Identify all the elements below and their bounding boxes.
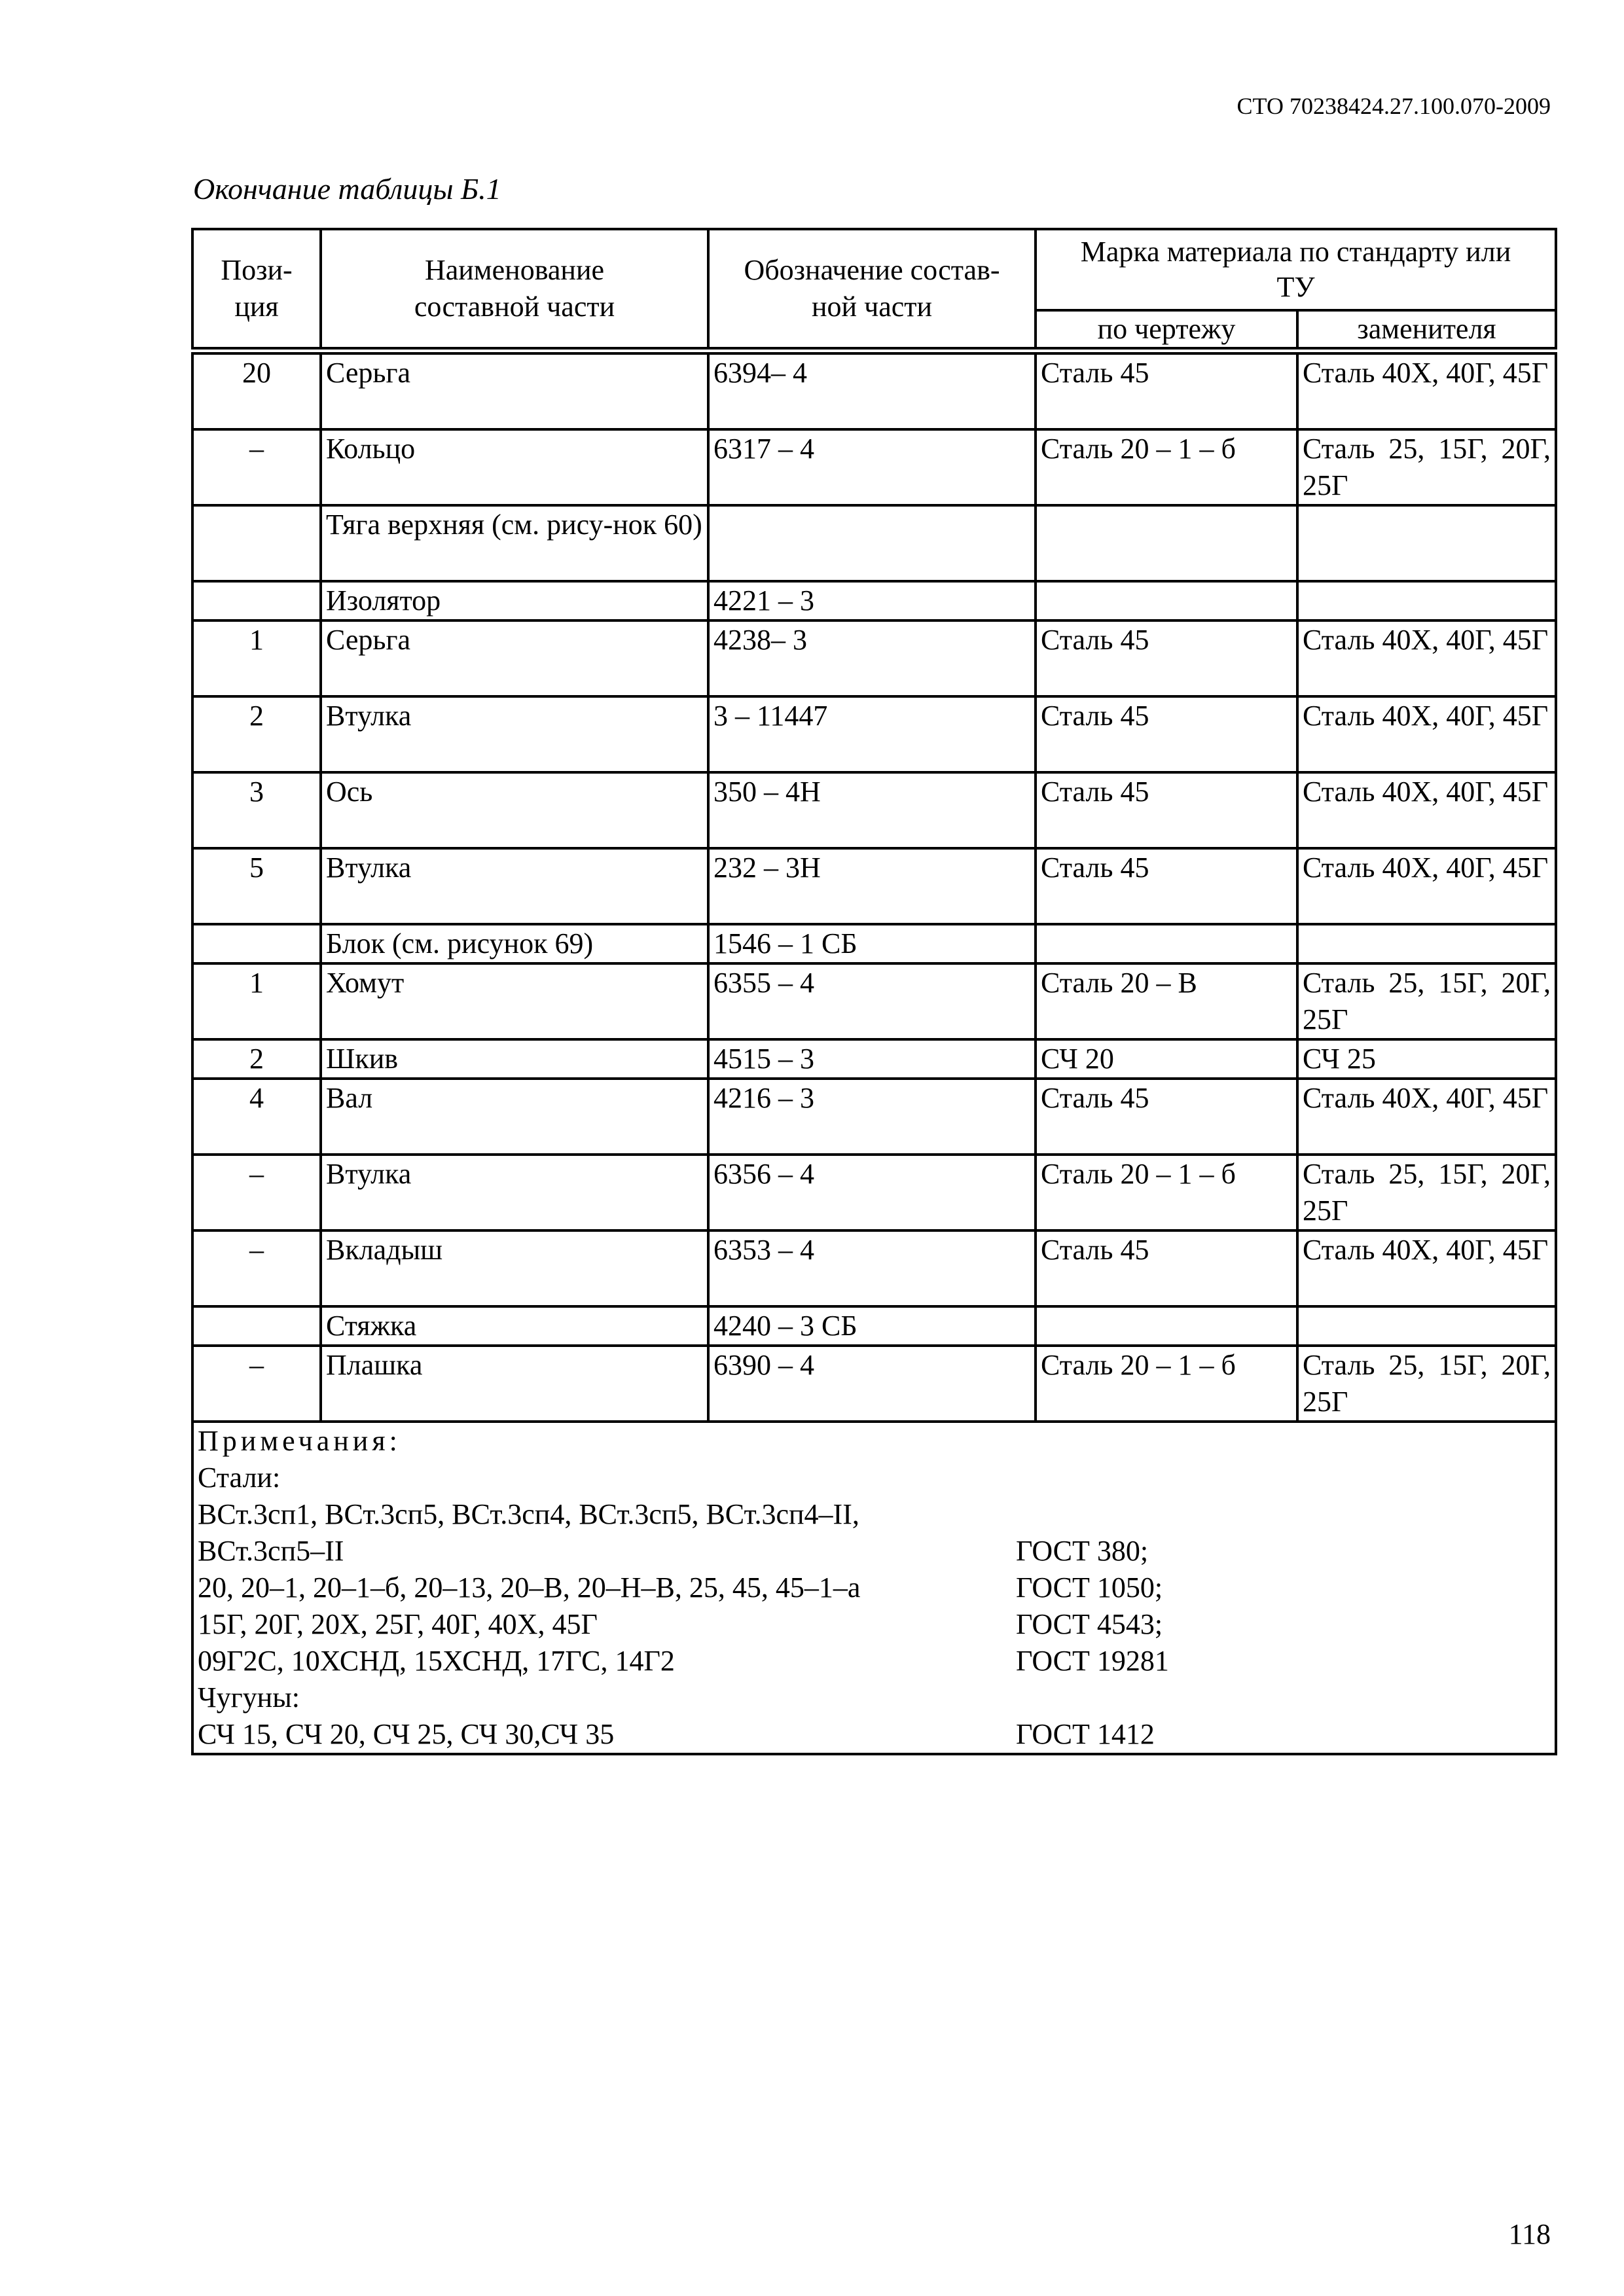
cell-designation: 4238– 3 [708, 620, 1036, 696]
cell-substitute: СЧ 25 [1297, 1039, 1556, 1079]
cell-name: Серьга [321, 620, 708, 696]
cell-material: Сталь 45 [1036, 1079, 1297, 1155]
cell-substitute: Сталь 40Х, 40Г, 45Г [1297, 772, 1556, 848]
note-text: Чугуны: [198, 1681, 300, 1713]
cell-name: Ось [321, 772, 708, 848]
cell-material: Сталь 45 [1036, 848, 1297, 924]
cell-material [1036, 1306, 1297, 1346]
col-header-by-drawing: по чертежу [1036, 310, 1297, 351]
cell-designation: 4240 – 3 СБ [708, 1306, 1036, 1346]
materials-table-wrapper [191, 228, 1555, 1755]
note-standard: ГОСТ 4543; [1016, 1608, 1163, 1640]
table-row [192, 848, 1556, 924]
cell-position: 5 [192, 848, 321, 924]
cell-material [1036, 924, 1297, 963]
note-text: Стали: [198, 1462, 281, 1494]
cell-name: Хомут [321, 963, 708, 1039]
cell-position: 2 [192, 696, 321, 772]
cell-material: Сталь 45 [1036, 696, 1297, 772]
cell-material: СЧ 20 [1036, 1039, 1297, 1079]
cell-material: Сталь 45 [1036, 1230, 1297, 1306]
cell-position: 2 [192, 1039, 321, 1079]
cell-substitute: Сталь 40Х, 40Г, 45Г [1297, 1079, 1556, 1155]
note-text: 20, 20–1, 20–1–б, 20–13, 20–В, 20–Н–В, 25, 45, 45–1–а [198, 1571, 861, 1604]
cell-material [1036, 581, 1297, 620]
cell-substitute [1297, 505, 1556, 581]
cell-material: Сталь 20 – 1 – б [1036, 1155, 1297, 1230]
col-header-name: Наименование составной части [321, 229, 708, 351]
cell-position: 4 [192, 1079, 321, 1155]
cell-position: – [192, 1230, 321, 1306]
note-standard: ГОСТ 19281 [1016, 1645, 1169, 1677]
cell-position: – [192, 429, 321, 505]
cell-designation: 6353 – 4 [708, 1230, 1036, 1306]
col-header-position: Пози- ция [192, 229, 321, 351]
cell-position: – [192, 1155, 321, 1230]
col-header-substitute: заменителя [1297, 310, 1556, 351]
cell-substitute: Сталь 40Х, 40Г, 45Г [1297, 848, 1556, 924]
table-row [192, 963, 1556, 1039]
notes-lines [198, 1460, 1551, 1753]
note-text: 09Г2С, 10ХСНД, 15ХСНД, 17ГС, 14Г2 [198, 1645, 675, 1677]
cell-designation: 6356 – 4 [708, 1155, 1036, 1230]
cell-material: Сталь 45 [1036, 620, 1297, 696]
cell-designation: 350 – 4Н [708, 772, 1036, 848]
cell-name: Стяжка [321, 1306, 708, 1346]
cell-designation: 4515 – 3 [708, 1039, 1036, 1079]
table-row [192, 1346, 1556, 1422]
document-code: СТО 70238424.27.100.070-2009 [1236, 93, 1551, 119]
cell-name: Плашка [321, 1346, 708, 1422]
col-header-designation: Обозначение состав- ной части [708, 229, 1036, 351]
cell-material: Сталь 45 [1036, 351, 1297, 429]
cell-substitute: Сталь 40Х, 40Г, 45Г [1297, 696, 1556, 772]
cell-position [192, 505, 321, 581]
cell-substitute [1297, 1306, 1556, 1346]
note-text: 15Г, 20Г, 20Х, 25Г, 40Г, 40Х, 45Г [198, 1608, 598, 1640]
cell-substitute: Сталь 25, 15Г, 20Г, 25Г [1297, 1155, 1556, 1230]
materials-table [191, 228, 1557, 1755]
note-line [198, 1606, 1551, 1643]
table-row [192, 581, 1556, 620]
note-line [198, 1460, 1551, 1496]
note-standard: ГОСТ 380; [1016, 1535, 1149, 1567]
cell-designation: 1546 – 1 СБ [708, 924, 1036, 963]
table-row [192, 772, 1556, 848]
note-text: СЧ 15, СЧ 20, СЧ 25, СЧ 30,СЧ 35 [198, 1718, 615, 1750]
table-row [192, 1155, 1556, 1230]
table-row [192, 696, 1556, 772]
cell-name: Втулка [321, 696, 708, 772]
table-row [192, 351, 1556, 429]
cell-designation: 6355 – 4 [708, 963, 1036, 1039]
cell-substitute [1297, 581, 1556, 620]
table-row [192, 1230, 1556, 1306]
cell-material [1036, 505, 1297, 581]
cell-name: Вкладыш [321, 1230, 708, 1306]
cell-material: Сталь 20 – 1 – б [1036, 429, 1297, 505]
cell-name: Втулка [321, 1155, 708, 1230]
cell-substitute: Сталь 40Х, 40Г, 45Г [1297, 351, 1556, 429]
cell-designation: 4216 – 3 [708, 1079, 1036, 1155]
cell-material: Сталь 20 – 1 – б [1036, 1346, 1297, 1422]
cell-substitute: Сталь 25, 15Г, 20Г, 25Г [1297, 1346, 1556, 1422]
note-line [198, 1496, 1551, 1533]
table-caption: Окончание таблицы Б.1 [193, 172, 501, 206]
cell-name: Тяга верхняя (см. рису-нок 60) [321, 505, 708, 581]
cell-substitute: Сталь 40Х, 40Г, 45Г [1297, 1230, 1556, 1306]
note-text: ВСт.3сп5–II [198, 1535, 344, 1567]
cell-name: Блок (см. рисунок 69) [321, 924, 708, 963]
table-row [192, 429, 1556, 505]
cell-name: Шкив [321, 1039, 708, 1079]
cell-name: Кольцо [321, 429, 708, 505]
table-row [192, 924, 1556, 963]
note-text: ВСт.3сп1, ВСт.3сп5, ВСт.3сп4, ВСт.3сп5, ВСт.3сп4–II, [198, 1498, 859, 1530]
cell-name: Изолятор [321, 581, 708, 620]
note-standard [1016, 1679, 1551, 1716]
cell-name: Серьга [321, 351, 708, 429]
notes-title: Примечания: [198, 1425, 401, 1457]
cell-designation [708, 505, 1036, 581]
cell-material: Сталь 45 [1036, 772, 1297, 848]
note-line [198, 1570, 1551, 1606]
cell-position: 1 [192, 620, 321, 696]
table-row [192, 505, 1556, 581]
cell-position [192, 1306, 321, 1346]
cell-substitute [1297, 924, 1556, 963]
cell-position: 1 [192, 963, 321, 1039]
cell-position [192, 924, 321, 963]
cell-position [192, 581, 321, 620]
cell-position: 20 [192, 351, 321, 429]
note-line [198, 1533, 1551, 1570]
table-row [192, 1306, 1556, 1346]
cell-substitute: Сталь 40Х, 40Г, 45Г [1297, 620, 1556, 696]
note-standard [1016, 1460, 1551, 1496]
table-row [192, 1079, 1556, 1155]
cell-designation: 4221 – 3 [708, 581, 1036, 620]
page-number: 118 [1508, 2218, 1551, 2250]
cell-designation: 3 – 11447 [708, 696, 1036, 772]
notes-block [192, 1422, 1556, 1754]
note-standard: ГОСТ 1050; [1016, 1571, 1163, 1604]
cell-position: – [192, 1346, 321, 1422]
cell-position: 3 [192, 772, 321, 848]
note-standard [1016, 1496, 1551, 1533]
note-line [198, 1643, 1551, 1679]
table-row [192, 1039, 1556, 1079]
cell-designation: 6394– 4 [708, 351, 1036, 429]
cell-substitute: Сталь 25, 15Г, 20Г, 25Г [1297, 963, 1556, 1039]
cell-name: Втулка [321, 848, 708, 924]
table-row [192, 620, 1556, 696]
cell-material: Сталь 20 – В [1036, 963, 1297, 1039]
col-header-material-group: Марка материала по стандарту или ТУ [1036, 229, 1556, 310]
note-line [198, 1679, 1551, 1716]
cell-name: Вал [321, 1079, 708, 1155]
cell-designation: 232 – 3Н [708, 848, 1036, 924]
cell-substitute: Сталь 25, 15Г, 20Г, 25Г [1297, 429, 1556, 505]
cell-designation: 6317 – 4 [708, 429, 1036, 505]
cell-designation: 6390 – 4 [708, 1346, 1036, 1422]
note-standard: ГОСТ 1412 [1016, 1718, 1155, 1750]
note-line [198, 1716, 1551, 1753]
